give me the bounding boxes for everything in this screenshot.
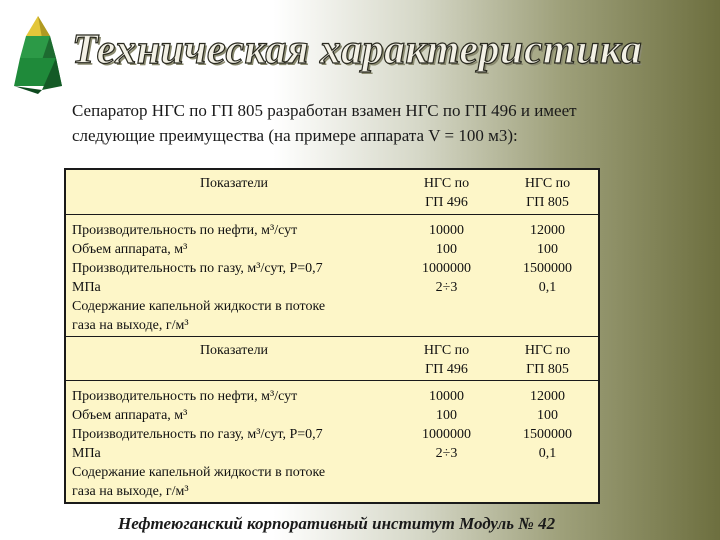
- header-col-ngs-805: НГС по ГП 805: [497, 170, 598, 214]
- header-label: Показатели: [66, 336, 396, 380]
- spec-table: [64, 168, 600, 504]
- intro-line-1: Сепаратор НГС по ГП 805 разработан взамен НГС по ГП 496 и имеет: [72, 101, 577, 120]
- table-row: [66, 214, 598, 336]
- footer-text: Нефтеюганский корпоративный институт Модуль № 42: [118, 514, 556, 533]
- table-row: [66, 380, 598, 502]
- intro-text: [72, 98, 632, 148]
- intro-line-2: следующие преимущества (на примере аппарата V = 100 м3):: [72, 126, 518, 145]
- header-label: Показатели: [66, 170, 396, 214]
- values-ngs-496: 10000 100 1000000 2÷3: [396, 214, 497, 336]
- table-header-row: [66, 336, 598, 380]
- row-labels: Производительность по нефти, м³/сут Объем аппарата, м³ Производительность по газу, м³/сут, Р=0,7 МПа Содержание капельной жидкости в потоке газа на выходе, г/м³: [66, 214, 396, 336]
- row-labels: Производительность по нефти, м³/сут Объем аппарата, м³ Производительность по газу, м³/сут, Р=0,7 МПа Содержание капельной жидкости в потоке газа на выходе, г/м³: [72, 388, 326, 499]
- table-header-row: [66, 170, 598, 214]
- header-col-ngs-805: НГС по ГП 805: [497, 336, 598, 380]
- pyramid-logo-icon: [12, 14, 64, 94]
- values-ngs-805: 12000 100 1500000 0,1: [523, 388, 572, 461]
- page-title: Техническая характеристика: [72, 27, 643, 73]
- header-col-ngs-496: НГС по ГП 496: [396, 336, 497, 380]
- header-col-ngs-496: НГС по ГП 496: [396, 170, 497, 214]
- values-ngs-805: 12000 100 1500000 0,1: [497, 214, 598, 336]
- values-ngs-496: 10000 100 1000000 2÷3: [422, 388, 471, 461]
